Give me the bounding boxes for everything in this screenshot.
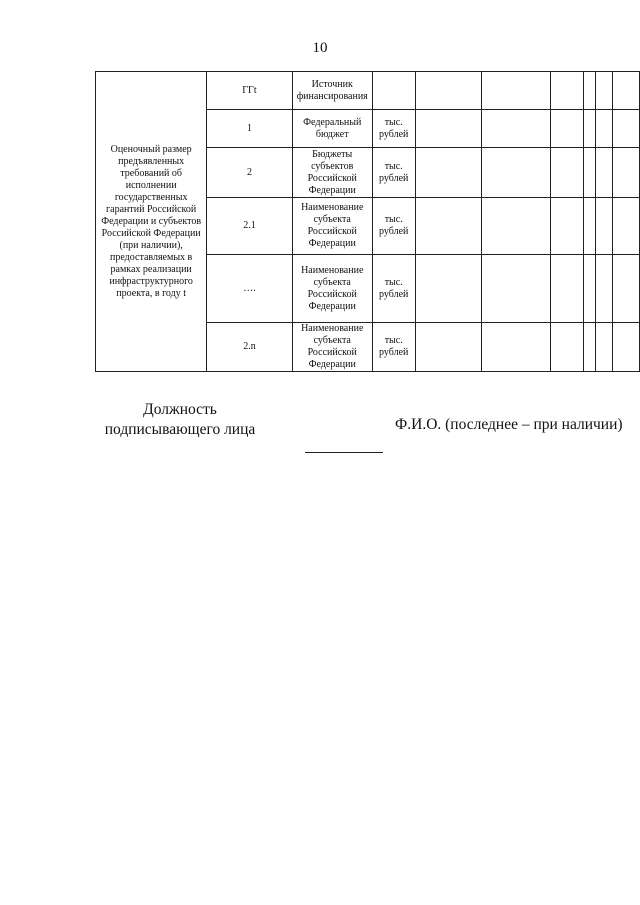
empty-cell <box>583 198 595 255</box>
row-unit: тыс. рублей <box>372 323 415 372</box>
empty-cell <box>551 110 584 148</box>
empty-cell <box>595 198 613 255</box>
row-source: Наименование субъекта Российской Федерации <box>292 255 372 323</box>
table-header-row <box>96 72 640 110</box>
empty-cell <box>595 148 613 198</box>
empty-cell <box>595 323 613 372</box>
empty-cell <box>583 323 595 372</box>
empty-cell <box>415 72 482 110</box>
row-code: 2.n <box>207 323 292 372</box>
empty-cell <box>583 110 595 148</box>
header-code-cell <box>207 72 292 110</box>
empty-cell <box>482 323 551 372</box>
empty-cell <box>415 148 482 198</box>
empty-cell <box>613 72 640 110</box>
row-source: Наименование субъекта Российской Федерации <box>292 323 372 372</box>
empty-cell <box>595 255 613 323</box>
row-source: Наименование субъекта Российской Федерации <box>292 198 372 255</box>
row-code: …. <box>207 255 292 323</box>
empty-cell <box>595 110 613 148</box>
empty-cell <box>482 72 551 110</box>
empty-cell <box>415 110 482 148</box>
empty-cell <box>551 148 584 198</box>
empty-cell <box>482 148 551 198</box>
empty-cell <box>613 148 640 198</box>
empty-cell <box>613 323 640 372</box>
indicator-description: Оценочный размер предъявленных требований об исполнении государственных гарантий Российской Федерации и субъектов Российской Федерации (при наличии), предоставляемых в рамках реализации инфраструктурного проекта, в году t <box>96 72 207 372</box>
signature-line <box>305 452 383 453</box>
header-source-cell <box>292 72 372 110</box>
row-code: 1 <box>207 110 292 148</box>
empty-cell <box>415 198 482 255</box>
empty-cell <box>482 110 551 148</box>
empty-cell <box>583 255 595 323</box>
header-code: ГГt <box>242 84 257 96</box>
header-unit-cell <box>372 72 415 110</box>
empty-cell <box>482 255 551 323</box>
page-number: 10 <box>312 40 328 56</box>
empty-cell <box>613 255 640 323</box>
header-source: Источник финансирования <box>296 78 368 102</box>
empty-cell <box>583 148 595 198</box>
empty-cell <box>583 72 595 110</box>
empty-cell <box>415 323 482 372</box>
empty-cell <box>613 110 640 148</box>
signatory-name-label: Ф.И.О. (последнее – при наличии) <box>395 416 623 433</box>
row-unit: тыс. рублей <box>372 255 415 323</box>
row-code: 2 <box>207 148 292 198</box>
empty-cell <box>551 72 584 110</box>
empty-cell <box>482 198 551 255</box>
indicator-table <box>95 71 640 372</box>
empty-cell <box>415 255 482 323</box>
row-source: Бюджеты субъектов Российской Федерации <box>292 148 372 198</box>
empty-cell <box>551 323 584 372</box>
row-unit: тыс. рублей <box>372 198 415 255</box>
empty-cell <box>595 72 613 110</box>
row-unit: тыс. рублей <box>372 110 415 148</box>
row-code: 2.1 <box>207 198 292 255</box>
signatory-position-label: Должность подписывающего лица <box>104 401 256 438</box>
empty-cell <box>551 255 584 323</box>
row-source: Федеральный бюджет <box>292 110 372 148</box>
row-unit: тыс. рублей <box>372 148 415 198</box>
empty-cell <box>613 198 640 255</box>
empty-cell <box>551 198 584 255</box>
